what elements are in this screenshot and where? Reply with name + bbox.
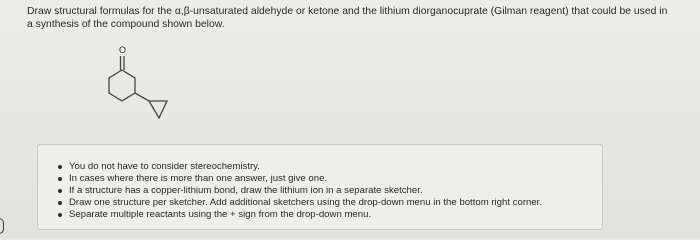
question-text <box>27 5 692 31</box>
question-line-2: a synthesis of the compound shown below. <box>27 19 225 30</box>
compound-structure-image <box>95 40 195 140</box>
instruction-item: If a structure has a copper-lithium bond, draw the lithium ion in a separate sketcher. <box>58 185 542 197</box>
cyclohexanone-ring <box>109 70 135 101</box>
instructions-box <box>37 144 603 230</box>
molecule-bonds <box>109 56 167 118</box>
instructions-list <box>58 161 542 221</box>
question-line-1: Draw structural formulas for the α,β-unsaturated aldehyde or ketone and the lithium diorganocuprate (Gilman reagent) that could be used in <box>27 6 668 17</box>
instruction-item: In cases where there is more than one answer, just give one. <box>58 173 542 185</box>
ring-substituent-bond <box>135 93 149 101</box>
instruction-item: Draw one structure per sketcher. Add additional sketchers using the drop-down menu in the bottom right corner. <box>58 197 542 209</box>
instruction-item: Separate multiple reactants using the + sign from the drop-down menu. <box>58 209 542 221</box>
instruction-item: You do not have to consider stereochemistry. <box>58 161 542 173</box>
cyclopropyl-ring <box>149 101 167 118</box>
left-edge-control-icon[interactable] <box>0 218 4 234</box>
oxygen-atom-label: O <box>119 45 127 55</box>
